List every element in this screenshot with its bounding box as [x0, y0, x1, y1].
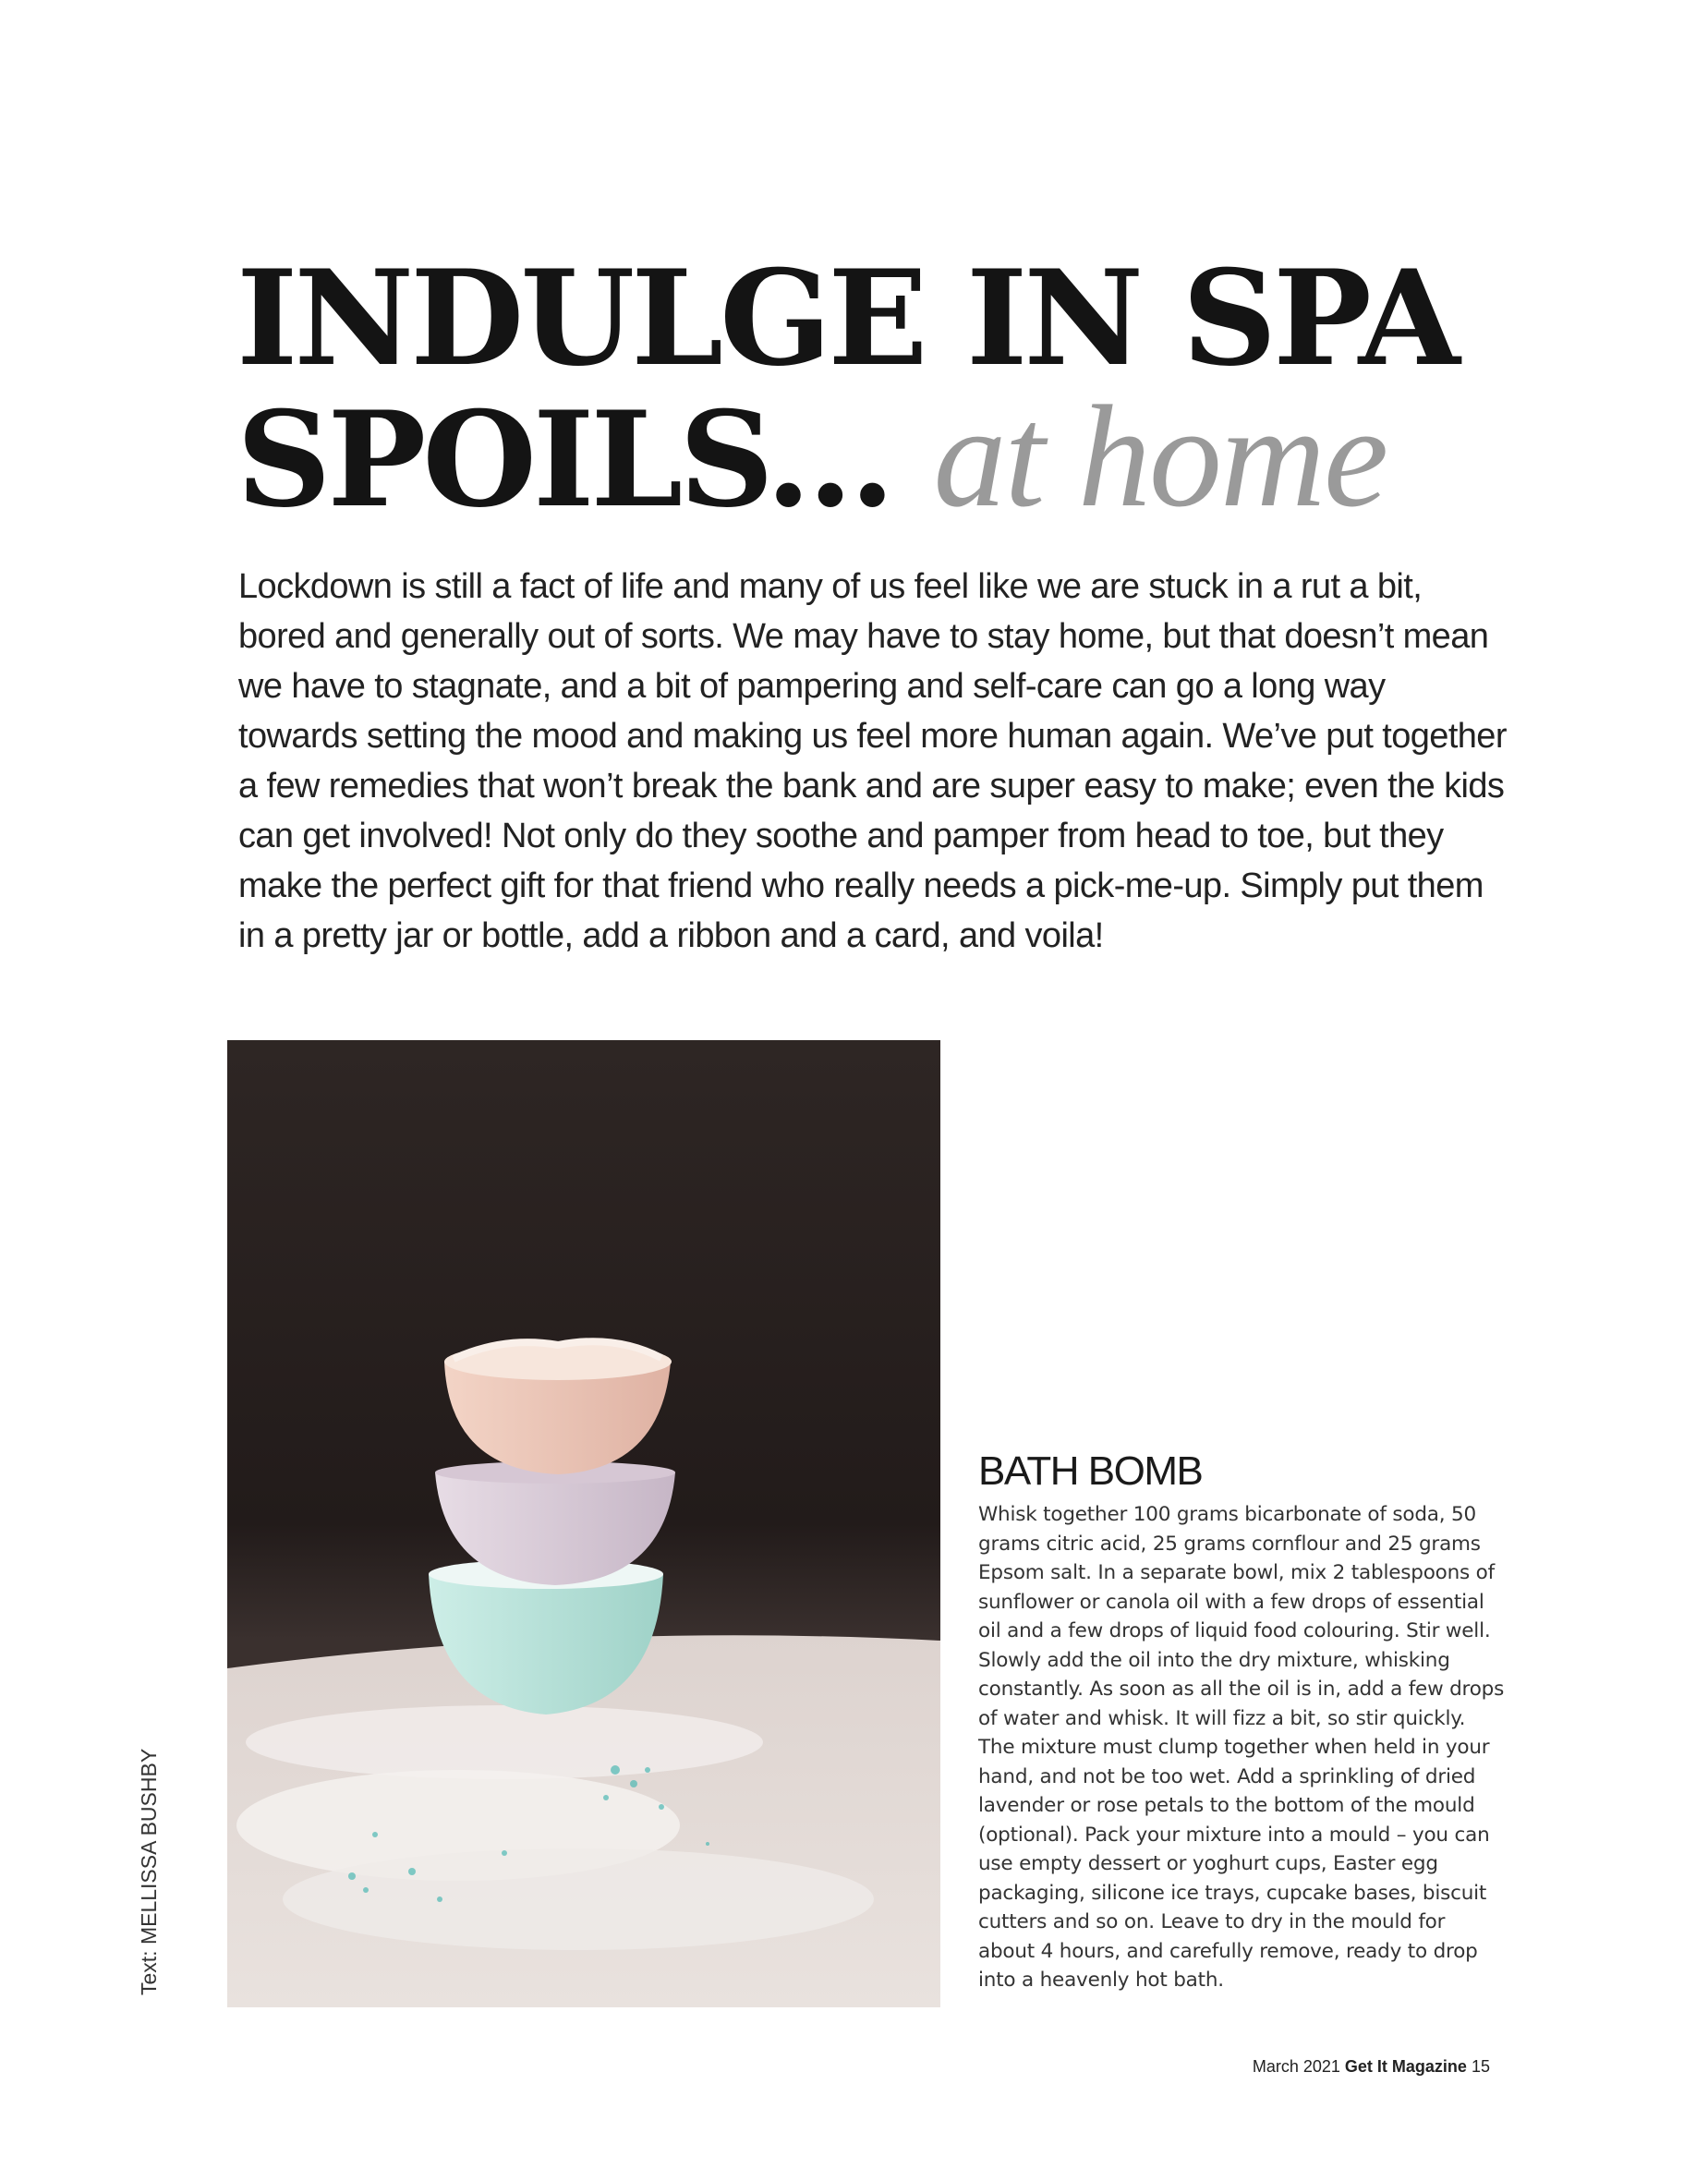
recipe-title: BATH BOMB	[978, 1448, 1203, 1494]
intro-paragraph: Lockdown is still a fact of life and many of us feel like we are stuck in a rut a bit, bored and generally out of sorts. We may have to stay home, but that doesn’t mean we have to stagnate, and a bit of pampering and self-care can go a long way towards setting the mood and making us feel more human again. We’ve put together a few remedies that won’t break the bank and are super easy to make; even the kids can get involved! Not only do they soothe and pamper from head to toe, but they make the perfect gift for that friend who really needs a pick-me-up. Simply put them in a pretty jar or bottle, add a ribbon and a card, and voila!	[238, 567, 1507, 955]
headline-line-2-text: SPOILS...	[236, 383, 892, 537]
headline-line-1: INDULGE IN SPA	[236, 242, 1457, 395]
recipe-body: Whisk together 100 grams bicarbonate of soda, 50 grams citric acid, 25 grams cornflour and 25 grams Epsom salt. In a separate bowl, mix 2 tablespoons of sunflower or canola oil with a few drops of essential oil and a few drops of liquid food colouring. Stir well. Slowly add the oil into the dry mixture, whisking constantly. As soon as all the oil is in, add a few drops of water and whisk. It will fizz a bit, so stir quickly. The mixture must clump together when held in your hand, and not be too wet. Add a sprinkling of dried lavender or rose petals to the bottom of the mould (optional). Pack your mixture into a mould – you can use empty dessert or yoghurt cups, Easter egg packaging, silicone ice trays, cupcake bases, biscuit cutters and so on. Leave to dry in the mould for about 4 hours, and carefully remove, ready to drop into a heavenly hot bath.	[978, 1503, 1505, 1992]
footer-date: March 2021	[1252, 2057, 1340, 2076]
recipe-bath-bomb	[978, 1448, 1505, 1995]
page-footer	[1253, 2057, 1490, 2077]
bath-bomb-photo	[227, 1040, 940, 2007]
footer-page-number: 15	[1471, 2057, 1490, 2076]
photo-credit: Text: MELLISSA BUSHBY	[137, 1748, 161, 1995]
headline-line-2	[236, 376, 1457, 538]
headline-accent: at home	[933, 376, 1387, 538]
footer-magazine: Get It Magazine	[1344, 2057, 1467, 2076]
headline	[236, 242, 1457, 538]
